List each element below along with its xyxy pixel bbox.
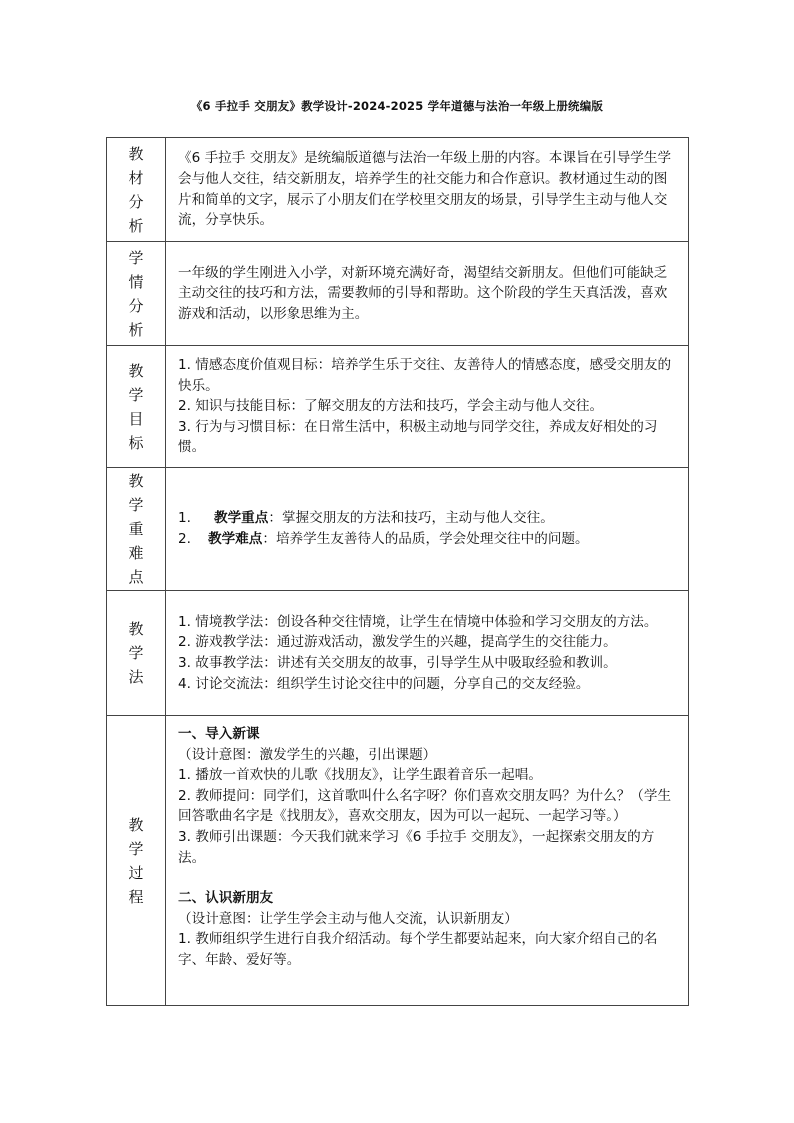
goal-item: 1. 情感态度价值观目标：培养学生乐于交往、友善待人的情感态度，感受交朋友的快乐。 — [178, 357, 672, 394]
process-item: 3. 教师引出课题：今天我们就来学习《6 手拉手 交朋友》，一起探索交朋友的方法。 — [178, 828, 655, 866]
section-heading: 二、认识新朋友 — [178, 890, 274, 907]
method-item: 3. 故事教学法：讲述有关交朋友的故事，引导学生从中吸取经验和教训。 — [178, 655, 617, 671]
design-intent: （设计意图：激发学生的兴趣，引出课题） — [178, 746, 437, 763]
paragraph: 《6 手拉手 交朋友》是统编版道德与法治一年级上册的内容。本课旨在引导学生学会与他人交往，结交新朋友，培养学生的社交能力和合作意识。教材通过生动的图片和简单的文字，展示了小朋友们在学校里交朋友的场景，引导学生主动与他人交流，分享快乐。 — [178, 150, 672, 229]
lesson-plan-table — [106, 137, 689, 1006]
row-teaching-goals — [107, 346, 689, 468]
process-item: 1. 教师组织学生进行自我介绍活动。每个学生都要站起来，向大家介绍自己的名字、年龄、爱好等。 — [178, 931, 658, 968]
method-item: 2. 游戏教学法：通过游戏活动，激发学生的兴趣，提高学生的交往能力。 — [178, 634, 617, 651]
row-content — [166, 468, 689, 591]
row-label: 教 学 法 — [107, 591, 166, 716]
row-student-analysis — [107, 242, 689, 346]
row-label: 教 学 目 标 — [107, 346, 166, 468]
row-label: 教 学 过 程 — [107, 716, 166, 1006]
row-textbook-analysis — [107, 138, 689, 242]
key-point-item: 1. 教学重点：掌握交朋友的方法和技巧，主动与他人交往。 — [178, 510, 554, 527]
row-content — [166, 591, 689, 716]
method-item: 1. 情境教学法：创设各种交往情境，让学生在情境中体验和学习交朋友的方法。 — [178, 613, 658, 630]
goal-item: 3. 行为与习惯目标：在日常生活中，积极主动地与同学交往，养成友好相处的习惯。 — [178, 418, 658, 456]
row-content — [166, 346, 689, 468]
row-content — [166, 716, 689, 1006]
key-point-item: 2. 教学难点：培养学生友善待人的品质，学会处理交往中的问题。 — [178, 531, 589, 547]
method-item: 4. 讨论交流法：组织学生讨论交往中的问题，分享自己的交友经验。 — [178, 675, 590, 692]
row-teaching-methods — [107, 591, 689, 716]
process-item: 1. 播放一首欢快的儿歌《找朋友》，让学生跟着音乐一起唱。 — [178, 767, 542, 784]
design-intent: （设计意图：让学生学会主动与他人交流，认识新朋友） — [178, 910, 518, 927]
row-label: 教 材 分 析 — [107, 138, 166, 242]
row-content — [166, 138, 689, 242]
document-title: 《6 手拉手 交朋友》教学设计-2024-2025 学年道德与法治一年级上册统编版 — [190, 99, 604, 113]
row-label: 教 学 重 难 点 — [107, 468, 166, 591]
row-content — [166, 242, 689, 346]
paragraph: 一年级的学生刚进入小学，对新环境充满好奇，渴望结交新朋友。但他们可能缺乏主动交往的技巧和方法，需要教师的引导和帮助。这个阶段的学生天真活泼，喜欢游戏和活动，以形象思维为主。 — [178, 264, 668, 322]
row-key-points — [107, 468, 689, 591]
section-heading: 一、导入新课 — [178, 726, 260, 742]
goal-item: 2. 知识与技能目标：了解交朋友的方法和技巧，学会主动与他人交往。 — [178, 398, 604, 415]
process-item: 2. 教师提问：同学们，这首歌叫什么名字呀？你们喜欢交朋友吗？为什么？（学生回答歌曲名字是《找朋友》，喜欢交朋友，因为可以一起玩、一起学习等。） — [178, 787, 672, 825]
spacer — [178, 868, 678, 888]
row-label: 学 情 分 析 — [107, 242, 166, 346]
row-teaching-process — [107, 716, 689, 1006]
